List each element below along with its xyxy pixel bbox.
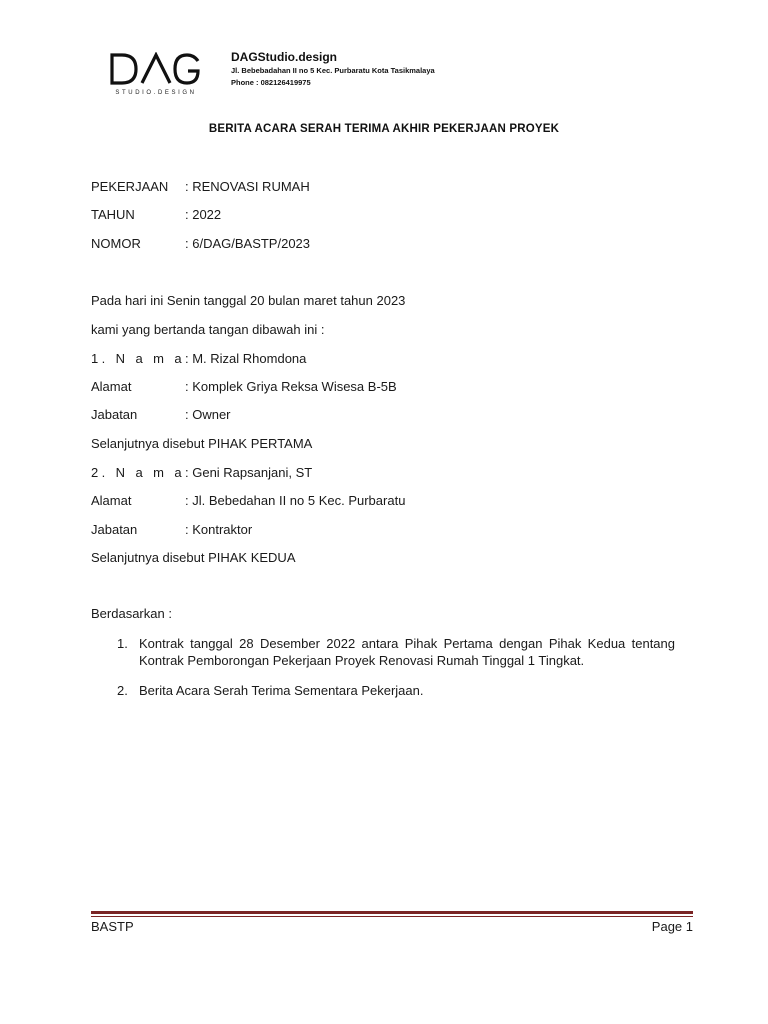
party2-name-label: 2. N a m a xyxy=(91,465,185,480)
party2-designation: Selanjutnya disebut PIHAK KEDUA xyxy=(91,550,296,565)
basis-item-1 xyxy=(91,635,675,669)
basis-item-2-number: 2. xyxy=(117,683,128,698)
basis-item-2 xyxy=(91,682,675,699)
basis-list xyxy=(91,635,675,699)
intro-line-1: Pada hari ini Senin tanggal 20 bulan maret tahun 2023 xyxy=(91,293,406,308)
basis-heading: Berdasarkan : xyxy=(91,606,172,621)
party1-position-label: Jabatan xyxy=(91,407,138,422)
party2-address-label: Alamat xyxy=(91,493,132,508)
footer-page-number: Page 1 xyxy=(651,919,693,934)
party1-address-value: : Komplek Griya Reksa Wisesa B-5B xyxy=(185,379,397,394)
party2-position-label: Jabatan xyxy=(91,522,138,537)
party2-name-row xyxy=(91,465,312,480)
basis-item-1-text: Kontrak tanggal 28 Desember 2022 antara Pihak Pertama dengan Pihak Kedua tentang Kontrak Pemborongan Pekerjaan Proyek Renovasi Rumah Tinggal 1 Tingkat. xyxy=(139,636,675,668)
party1-address-label: Alamat xyxy=(91,379,132,394)
project-number-value: : 6/DAG/BASTP/2023 xyxy=(185,236,311,251)
intro-line-2: kami yang bertanda tangan dibawah ini : xyxy=(91,322,325,337)
party2-position-value: : Kontraktor xyxy=(185,522,253,537)
party1-position-value: : Owner xyxy=(185,407,231,422)
project-year-value: : 2022 xyxy=(185,207,222,222)
party1-name-value: : M. Rizal Rhomdona xyxy=(185,351,307,366)
footer-rule-thin xyxy=(91,916,693,917)
party1-designation: Selanjutnya disebut PIHAK PERTAMA xyxy=(91,436,313,451)
project-year-row xyxy=(91,207,221,222)
party1-position-row xyxy=(91,407,231,422)
footer-rule-thick xyxy=(91,911,693,914)
party1-name-row xyxy=(91,351,306,366)
basis-item-1-number: 1. xyxy=(117,636,128,651)
company-phone: Phone : 082126419975 xyxy=(231,78,311,87)
project-work-row xyxy=(91,179,310,194)
project-number-label: NOMOR xyxy=(91,236,141,251)
party2-address-value: : Jl. Bebedahan II no 5 Kec. Purbaratu xyxy=(185,493,406,508)
dag-logo-icon xyxy=(108,52,204,86)
company-name: DAGStudio.design xyxy=(231,50,337,64)
project-year-label: TAHUN xyxy=(91,207,135,222)
basis-item-2-text: Berita Acara Serah Terima Sementara Pekerjaan. xyxy=(139,683,424,698)
project-work-value: : RENOVASI RUMAH xyxy=(185,179,310,194)
project-number-row xyxy=(91,236,310,251)
company-address: Jl. Bebebadahan II no 5 Kec. Purbaratu Kota Tasikmalaya xyxy=(231,66,435,75)
party1-address-row xyxy=(91,379,397,394)
party2-name-value: : Geni Rapsanjani, ST xyxy=(185,465,313,480)
party2-address-row xyxy=(91,493,405,508)
party1-name-label: 1. N a m a xyxy=(91,351,185,366)
logo-subtext: STUDIO.DESIGN xyxy=(115,90,197,96)
company-logo xyxy=(108,52,204,102)
company-info xyxy=(231,50,435,89)
footer-doc-code: BASTP xyxy=(91,919,134,934)
party2-position-row xyxy=(91,522,252,537)
project-work-label: PEKERJAAN xyxy=(91,179,169,194)
document-title: BERITA ACARA SERAH TERIMA AKHIR PEKERJAAN PROYEK xyxy=(208,123,560,135)
